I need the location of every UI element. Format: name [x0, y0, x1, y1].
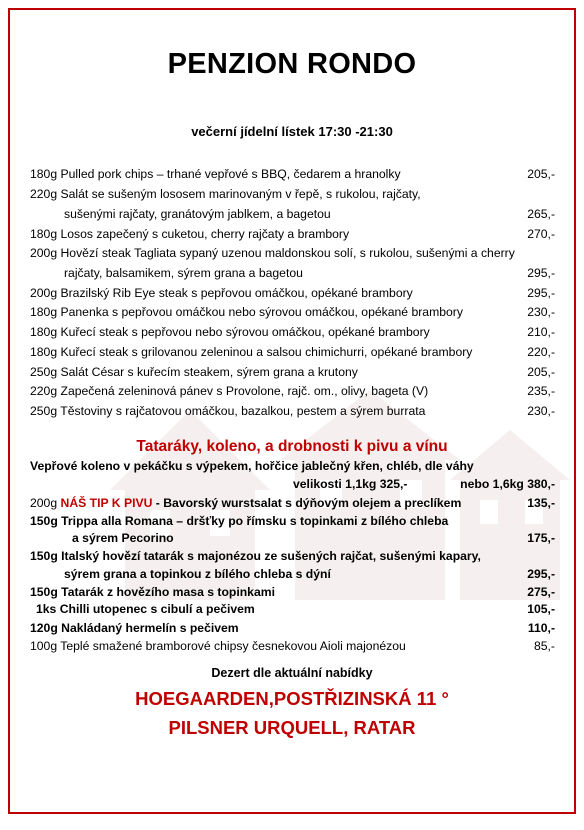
snack-item	[10, 512, 574, 530]
knuckle-size-small: velikosti 1,1kg 325,-	[293, 477, 408, 491]
menu-item-price: 230,-	[527, 305, 555, 319]
menu-item-price: 205,-	[527, 167, 555, 181]
menu-hours: večerní jídelní lístek 17:30 -21:30	[191, 124, 393, 139]
menu-item-price: 270,-	[527, 227, 555, 241]
tip-label: NÁŠ TIP K PIVU	[60, 496, 153, 510]
beer-list-line: PILSNER URQUELL, RATAR	[168, 717, 416, 738]
snack-item	[10, 619, 574, 637]
menu-item	[10, 402, 574, 420]
menu-item	[10, 165, 574, 183]
snack-text: 150g Tatarák z hovězího masa s topinkami	[30, 585, 275, 599]
menu-item	[10, 343, 574, 361]
menu-item-text: rajčaty, balsamikem, sýrem grana a bagetou	[64, 266, 303, 280]
tip-text	[30, 494, 461, 512]
snack-item	[10, 547, 574, 565]
menu-item-text: sušenými rajčaty, granátovým jablkem, a bagetou	[64, 207, 331, 221]
menu-item	[10, 225, 574, 243]
menu-item-text: 180g Panenka s pepřovou omáčkou nebo sýrovou omáčkou, opékané brambory	[30, 305, 463, 319]
tip-price: 135,-	[527, 496, 555, 510]
menu-item-price: 210,-	[527, 325, 555, 339]
chips-price: 85,-	[533, 639, 555, 653]
snack-price: 110,-	[527, 621, 555, 635]
menu-item-text: 180g Losos zapečený s cuketou, cherry rajčaty a brambory	[30, 227, 350, 241]
menu-item-text: 180g Kuřecí steak s pepřovou nebo sýrovou omáčkou, opékané brambory	[30, 325, 430, 339]
knuckle-sizes	[10, 475, 574, 493]
snack-text: 120g Nakládaný hermelín s pečivem	[30, 621, 239, 635]
menu-item	[10, 244, 574, 262]
snack-text: 1ks Chilli utopenec s cibulí a pečivem	[36, 602, 255, 616]
snack-item	[10, 600, 574, 618]
menu-item	[10, 363, 574, 381]
menu-item	[10, 205, 574, 223]
snack-price: 105,-	[527, 602, 555, 616]
snack-item	[10, 529, 574, 547]
menu-item-text: 200g Hovězí steak Tagliata sypaný uzenou maldonskou solí, s rukolou, sušenými a cherry	[30, 246, 515, 260]
tip-weight: 200g	[30, 496, 58, 510]
dessert-note: Dezert dle aktuální nabídky	[211, 666, 373, 680]
tip-item	[10, 494, 574, 512]
snack-item	[10, 565, 574, 583]
snack-text: 150g Italský hovězí tatarák s majonézou ze sušených rajčat, sušenými kapary,	[30, 549, 481, 563]
menu-item-text: 250g Těstoviny s rajčatovou omáčkou, bazalkou, pestem a sýrem burrata	[30, 404, 426, 418]
tip-desc: - Bavorský wurstsalat s dýňovým olejem a preclíkem	[155, 496, 462, 510]
knuckle-desc: Vepřové koleno v pekáčku s výpekem, hořčice jablečný křen, chléb, dle váhy	[30, 459, 474, 473]
menu-item-price: 205,-	[527, 365, 555, 379]
menu-item-price: 295,-	[527, 286, 555, 300]
restaurant-title: PENZION RONDO	[167, 48, 417, 80]
menu-item-price: 265,-	[527, 207, 555, 221]
menu-item-price: 235,-	[527, 384, 555, 398]
menu-item	[10, 264, 574, 282]
menu-item-price: 230,-	[527, 404, 555, 418]
snack-price: 295,-	[527, 567, 555, 581]
menu-item-text: 250g Salát César s kuřecím steakem, sýrem grana a krutony	[30, 365, 358, 379]
snack-text: a sýrem Pecorino	[72, 531, 174, 545]
chips-text: 100g Teplé smažené bramborové chipsy česnekovou Aioli majonézou	[30, 639, 406, 653]
menu-item-price: 220,-	[527, 345, 555, 359]
menu-item-text: 180g Kuřecí steak s grilovanou zeleninou a salsou chimichurri, opékané brambory	[30, 345, 473, 359]
menu-item	[10, 323, 574, 341]
knuckle-size-large: nebo 1,6kg 380,-	[460, 477, 555, 491]
menu-item-text: 180g Pulled pork chips – trhané vepřové s BBQ, čedarem a hranolky	[30, 167, 401, 181]
menu-item	[10, 303, 574, 321]
menu-item	[10, 284, 574, 302]
menu-page	[8, 8, 576, 814]
beer-list-line: HOEGAARDEN,POSTŘIZINSKÁ 11 °	[135, 688, 449, 709]
menu-item	[10, 185, 574, 203]
snack-text: sýrem grana a topinkou z bílého chleba s dýní	[64, 567, 331, 581]
snack-item	[10, 583, 574, 601]
snack-text: 150g Trippa alla Romana – dršťky po římsku s topinkami z bílého chleba	[30, 514, 449, 528]
chips-item	[10, 637, 574, 655]
snack-price: 175,-	[527, 531, 555, 545]
menu-item-price: 295,-	[527, 266, 555, 280]
knuckle-item	[10, 457, 574, 475]
menu-item-text: 220g Zapečená zeleninová pánev s Provolone, rajč. om., olivy, bageta (V)	[30, 384, 429, 398]
menu-item-text: 200g Brazilský Rib Eye steak s pepřovou omáčkou, opékané brambory	[30, 286, 413, 300]
menu-item-text: 220g Salát se sušeným lososem marinovaným v řepě, s rukolou, rajčaty,	[30, 187, 421, 201]
snack-price: 275,-	[527, 585, 555, 599]
section-heading: Tataráky, koleno, a drobnosti k pivu a vínu	[136, 438, 448, 455]
menu-item	[10, 382, 574, 400]
